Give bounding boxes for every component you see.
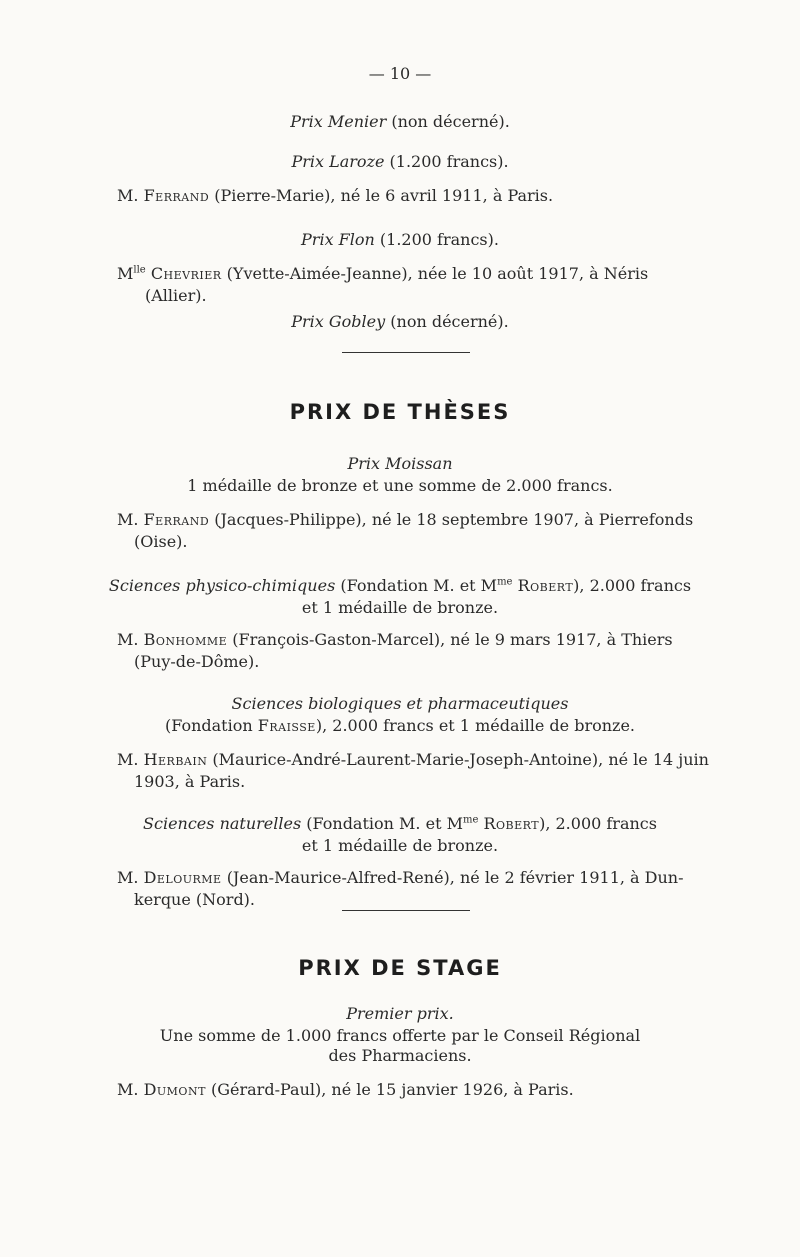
winner-details: (Jacques-Philippe), né le 18 septembre 1907, à Pierrefonds: [214, 510, 694, 529]
winner-surname: Ferrand: [143, 510, 210, 529]
winner-surname: Dumont: [143, 1080, 206, 1099]
winner-prefix-sup: lle: [133, 264, 146, 276]
prize-menier: [0, 112, 800, 132]
heading-prix-de-theses: PRIX DE THÈSES: [289, 400, 511, 424]
flon-winner-cont: (Allier).: [145, 286, 207, 305]
prize-name: Prix Gobley: [291, 312, 386, 331]
prize-desc-a: (Fondation M. et M: [340, 576, 498, 595]
prize-physico: [0, 576, 800, 596]
premier-winner: [117, 1080, 574, 1100]
winner-details: (Pierre-Marie), né le 6 avril 1911, à Paris.: [214, 186, 554, 205]
moissan-winner: [117, 510, 693, 530]
winner-prefix: M.: [117, 750, 139, 769]
winner-prefix: M.: [117, 868, 139, 887]
bio-winner-cont: 1903, à Paris.: [134, 772, 246, 791]
prize-premier: Premier prix.: [346, 1004, 454, 1023]
flon-winner: [117, 264, 648, 284]
prize-desc-a: (Fondation M. et M: [306, 814, 463, 833]
winner-prefix: M.: [117, 510, 139, 529]
prize-name: Prix Laroze: [291, 152, 385, 171]
winner-details: (Jean-Maurice-Alfred-René), né le 2 février 1911, à Dun-: [226, 868, 684, 887]
winner-details: (Maurice-André-Laurent-Marie-Joseph-Antoine), né le 14 juin: [212, 750, 709, 769]
prize-amount: (1.200 francs).: [389, 152, 509, 171]
prize-note: (non décerné).: [391, 112, 510, 131]
prize-desc-surname: Fraisse: [257, 716, 316, 735]
prize-nat: [0, 814, 800, 834]
prize-desc-sup: me: [497, 576, 513, 588]
prize-moissan-desc: 1 médaille de bronze et une somme de 2.000 francs.: [187, 476, 613, 495]
physico-winner: [117, 630, 673, 650]
prize-bio-desc: [0, 716, 800, 736]
winner-surname: Delourme: [143, 868, 222, 887]
winner-details: (Yvette-Aimée-Jeanne), née le 10 août 1917, à Néris: [226, 264, 649, 283]
prize-bio: Sciences biologiques et pharmaceutiques: [231, 694, 569, 713]
winner-prefix: M.: [117, 1080, 139, 1099]
prize-desc-b: ), 2.000 francs: [539, 814, 657, 833]
prize-nat-desc2: et 1 médaille de bronze.: [301, 836, 499, 855]
winner-surname: Bonhomme: [143, 630, 228, 649]
section-divider: [342, 910, 470, 911]
physico-winner-cont: (Puy-de-Dôme).: [134, 652, 260, 671]
prize-desc-surname: Robert: [483, 814, 540, 833]
winner-surname: Chevrier: [150, 264, 222, 283]
page-number: — 10 —: [368, 64, 432, 83]
nat-winner: [117, 868, 684, 888]
prize-name: Sciences physico-chimiques: [108, 576, 336, 595]
winner-prefix: M.: [117, 186, 139, 205]
winner-details: (Gérard-Paul), né le 15 janvier 1926, à Paris.: [211, 1080, 574, 1099]
prize-amount: (1.200 francs).: [379, 230, 499, 249]
winner-surname: Ferrand: [143, 186, 210, 205]
prize-name: Prix Flon: [301, 230, 375, 249]
bio-winner: [117, 750, 709, 770]
prize-desc-surname: Robert: [517, 576, 574, 595]
prize-name: Sciences naturelles: [143, 814, 302, 833]
prize-premier-desc: Une somme de 1.000 francs offerte par le Conseil Régional: [159, 1026, 641, 1045]
section-divider: [342, 352, 470, 353]
winner-prefix: M: [117, 264, 134, 283]
winner-details: (François-Gaston-Marcel), né le 9 mars 1917, à Thiers: [232, 630, 673, 649]
moissan-winner-cont: (Oise).: [134, 532, 188, 551]
prize-gobley: [0, 312, 800, 332]
winner-prefix: M.: [117, 630, 139, 649]
prize-desc-b: ), 2.000 francs: [573, 576, 692, 595]
prize-flon: [0, 230, 800, 250]
nat-winner-cont: kerque (Nord).: [134, 890, 256, 909]
prize-premier-desc2: des Pharmaciens.: [328, 1046, 472, 1065]
winner-surname: Herbain: [143, 750, 208, 769]
prize-name: Prix Menier: [290, 112, 387, 131]
heading-prix-de-stage: PRIX DE STAGE: [298, 956, 502, 980]
prize-desc-sup: me: [462, 814, 479, 826]
prize-desc-a: (Fondation: [164, 716, 253, 735]
laroze-winner: [117, 186, 553, 206]
prize-laroze: [0, 152, 800, 172]
prize-note: (non décerné).: [390, 312, 509, 331]
prize-desc-b: ), 2.000 francs et 1 médaille de bronze.: [315, 716, 636, 735]
prize-moissan: Prix Moissan: [347, 454, 453, 473]
prize-physico-desc2: et 1 médaille de bronze.: [301, 598, 499, 617]
